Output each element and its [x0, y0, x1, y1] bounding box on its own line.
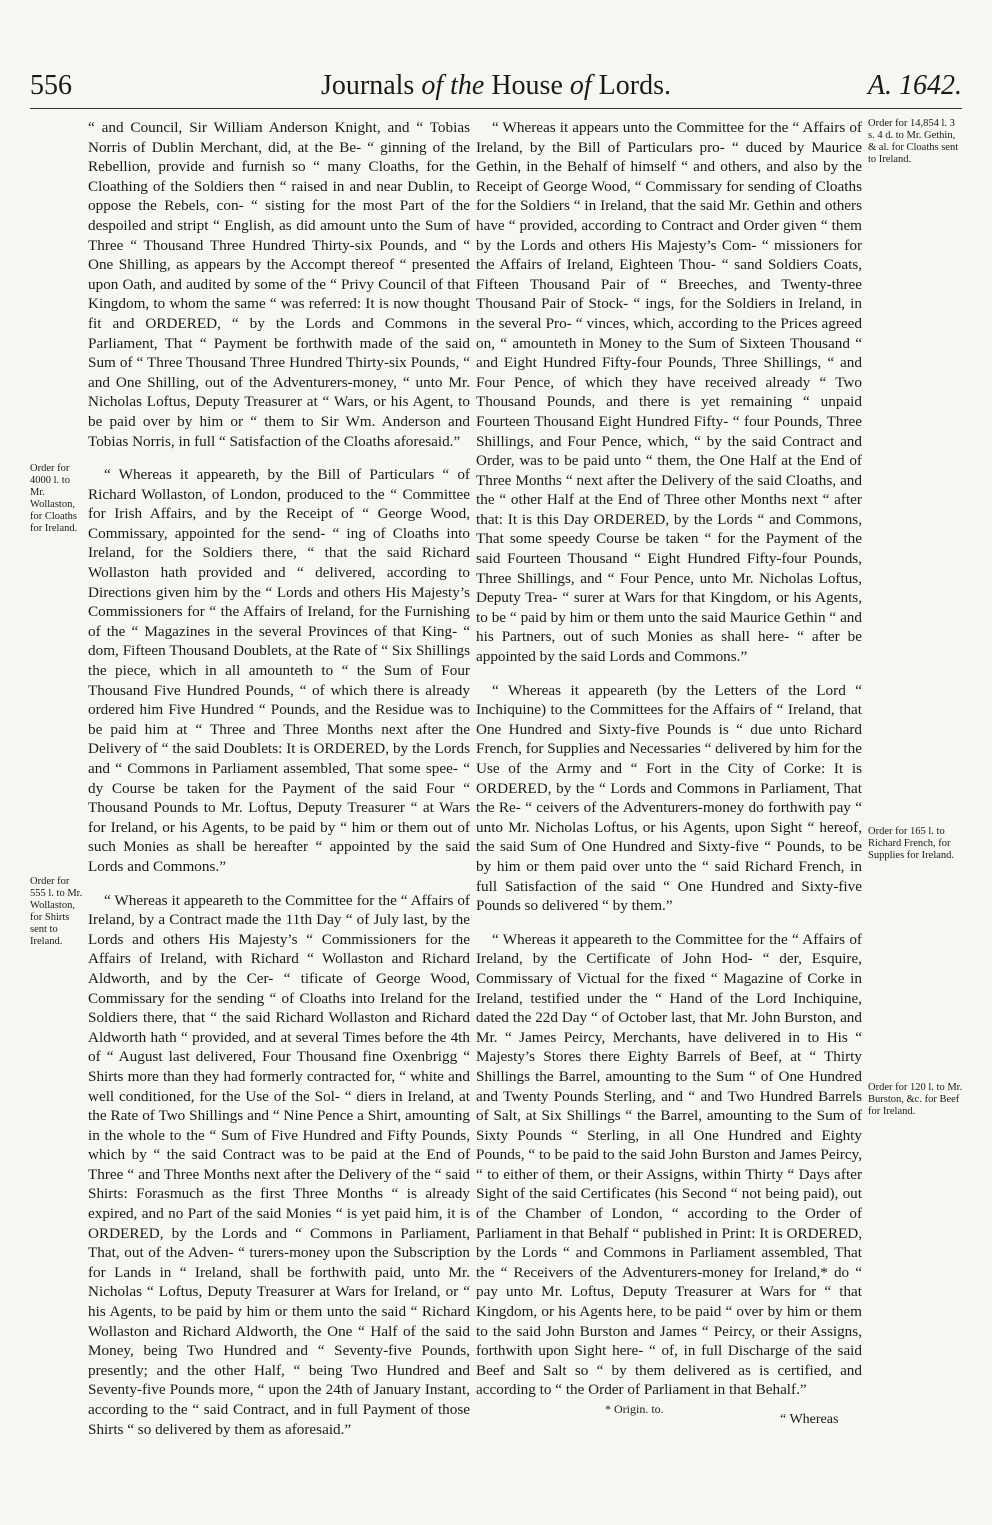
paragraph-wollaston-doublets: “ Whereas it appeareth, by the Bill of Particulars “ of Richard Wollaston, of London, produced to the “ Committee for Irish Affairs, and by the Receipt of “ George Wood, Commissary, appointed for the send- “ ing of Cloaths into Ireland, for the Soldiers there, “ that the said Richard Wollaston hath provided and “ delivered, according to Directions given him by the “ Lords and others His Majesty’s Commissioners for “ the Affairs of Ireland, for the Furnishing of the “ Magazines in the several Provinces of that King- “ dom, Fifteen Thousand Doublets, at the Rate of “ Six Shillings the piece, which in all amounteth to “ the Sum of Four Thousand Five Hundred Pounds, “ of which there is already ordered him Five Hundred “ Pounds, and the Residue was to be paid him at “ Three and Three Months next after the Delivery of “ the said Doublets: It is ORDERED, by the Lords and “ Commons in Parliament assembled, That some spee- “ dy Course be taken for the Payment of the said Four “ Thousand Pounds to Mr. Loftus, Deputy Treasurer “ at Wars for Ireland, or his Agents, to be paid by “ him or them out of such Monies as shall be hereafter “ appointed by the said Lords and Commons.”: [88, 466, 470, 875]
paragraph-anderson-norris: “ and Council, Sir William Anderson Knight, and “ Tobias Norris of Dublin Merchant, did, at the Be- “ ginning of the Rebellion, provide and furnish so “ many Cloaths, for the Cloathing of the Soldiers then “ raised in and near Dublin, to oppose the Rebels, con- “ sisting for the most Part of the despoiled and stript “ English, as did amount unto the Sum of Three “ Thousand Three Hundred Thirty-six Pounds, and “ One Shilling, as appears by the Accompt thereof “ presented upon Oath, and audited by some of the “ Privy Council of that Kingdom, to whom the same “ was referred: It is now thought fit and ORDERED, “ by the Lords and Commons in Parliament, That “ Payment be forthwith made of the said Sum of “ Three Thousand Three Hundred Thirty-six Pounds, “ and One Shilling, out of the Adventurers-money, “ unto Mr. Nicholas Loftus, Deputy Treasurer at “ Wars, or his Agent, to be paid over by him or “ them to Sir Wm. Anderson and Tobias Norris, in full “ Satisfaction of the Cloaths aforesaid.”: [88, 119, 470, 450]
header-rule: [30, 108, 962, 109]
page-header: [30, 70, 962, 110]
margin-note-wollaston-shirts: Order for 555 l. to Mr. Wollaston, for Shirts sent to Ireland.: [30, 876, 83, 947]
catchword: “ Whereas: [780, 1412, 839, 1427]
year: A. 1642.: [867, 70, 962, 101]
margin-note-burston: Order for 120 l. to Mr. Burston, &c. for Beef for Ireland.: [868, 1082, 963, 1117]
page-number: 556: [30, 70, 72, 101]
left-column: [88, 118, 470, 1453]
margin-note-wollaston-cloaths: Order for 4000 l. to Mr. Wollaston, for Cloaths for Ireland.: [30, 463, 78, 534]
paragraph-gethin: “ Whereas it appears unto the Committee for the “ Affairs of Ireland, by the Bill of Particulars pro- “ duced by Maurice Gethin, in the Behalf of himself “ and others, and also by the Receipt of George Wood, “ Commissary for sending of Cloaths for the Soldiers “ in Ireland, that the said Mr. Gethin and others have “ provided, according to Contract and Order given “ them by the Lords and others His Majesty’s Com- “ missioners for the Affairs of Ireland, Eighteen Thou- “ sand Soldiers Coats, Fifteen Thousand Pair of “ Breeches, and Twenty-three Thousand Pair of Stock- “ ings, for the Soldiers in Ireland, in the several Pro- “ vinces, which, according to the Prices agreed on, “ amounteth in Money to the Sum of Sixteen Thousand “ and Eight Hundred Fifty-four Pounds, Three Shillings, “ and Four Pence, of which they have received already “ Two Thousand Pounds, and there is yet remaining “ unpaid Fourteen Thousand Eight Hundred Fifty- “ four Pounds, Three Shillings, and Four Pence, which, “ by the said Contract and Order, was to be paid unto “ them, the One Half at the End of Three Months “ next after the Delivery of the said Cloaths, and the “ other Half at the End of Three other Months next “ after that: It is this Day ORDERED, by the Lords “ and Commons, That some speedy Course be taken “ for the Payment of the said Fourteen Thousand “ Eight Hundred Fifty-four Pounds, Three Shillings, and “ Four Pence, unto Mr. Nicholas Loftus, Deputy Trea- “ surer at Wars for that Kingdom, or his Agents, to be “ paid by him or them unto the said Maurice Gethin “ and his Partners, out of such Monies as shall here- “ after be appointed by the said Lords and Commons.”: [476, 119, 862, 666]
running-title: Journals of the House of Lords.: [321, 70, 671, 101]
paragraph-burston: “ Whereas it appeareth to the Committee for the “ Affairs of Ireland, by the Certificate of John Hod- “ der, Esquire, Commissary of Victual for the fixed “ Magazine of Corke in Ireland, testified under the “ Hand of the Lord Inchiquine, dated the 22d Day “ of October last, that Mr. John Burston, and Mr. “ James Peircy, Merchants, have delivered in to His “ Majesty’s Stores there Eighty Barrels of Beef, at “ Thirty Shillings the Barrel, amounting to the Sum “ of One Hundred and Twenty Pounds Sterling, and “ and Two Hundred Barrels of Salt, at Six Shillings “ the Barrel, amounting to the Sum of Sixty Pounds “ Sterling, in all One Hundred and Eighty Pounds, “ to be paid to the said John Burston and James Peircy, “ to either of them, or their Assigns, within Thirty “ Days after Sight of the said Certificates (his Second “ not being paid), out of the Chamber of London, “ according to the Order of Parliament in that Behalf “ published in Print: It is ORDERED, by the Lords “ and Commons in Parliament assembled, That the “ Receivers of the Adventurers-money for Ireland,* do “ pay unto Mr. Loftus, Deputy Treasurer at Wars for “ that Kingdom, or his Agents here, to be paid “ over by him or them to the said John Burston and James “ Peircy, or their Assigns, forthwith upon Sight here- “ of, in full Discharge of the said Beef and Salt so “ by them delivered as is certified, and according to “ the Order of Parliament in that Behalf.”: [476, 930, 862, 1399]
right-column: [476, 118, 862, 1414]
footnote: * Origin. to.: [605, 1402, 664, 1416]
paragraph-wollaston-shirts: “ Whereas it appeareth to the Committee for the “ Affairs of Ireland, by a Contract made the 11th Day “ of July last, by the Lords and others His Majesty’s “ Commissioners for the Affairs of Ireland, with Richard “ Wollaston and Richard Aldworth, and by the Cer- “ tificate of George Wood, Commissary for the sending “ of Cloaths into Ireland for the Soldiers there, that “ the said Richard Wollaston and Richard Aldworth hath “ provided, and at several Times before the 4th of “ August last delivered, Four Thousand fine Oxenbrigg “ Shirts more than they had formerly contracted for, “ white and well conditioned, for the Use of the Sol- “ diers in Ireland, at the Rate of Two Shillings and “ Nine Pence a Shirt, amounting in the whole to the “ Sum of Five Hundred and Fifty Pounds, which by “ the said Contract was to be paid at the End of Three “ and Three Months next after the Delivery of the “ said Shirts: Forasmuch as the first Three Months “ is already expired, and no Part of the said Monies “ is yet paid him, it is ORDERED, by the Lords and “ Commons in Parliament, That, out of the Adven- “ turers-money upon the Subscription for Lands in “ Ireland, shall be forthwith paid, unto Mr. Nicholas “ Loftus, Deputy Treasurer at Wars for Ireland, or “ his Agents, to be paid by him or them unto the said “ Richard Wollaston and Richard Aldworth, the One “ Half of the said Money, being Two Hundred and “ Seventy-five Pounds, presently; and the other Half, “ being Two Hundred and Seventy-five Pounds more, “ upon the 24th of January Instant, according to the “ said Contract, and in full Payment of those Shirts “ so delivered by them as aforesaid.”: [88, 891, 470, 1438]
margin-note-gethin: Order for 14,854 l. 3 s. 4 d. to Mr. Gethin, & al. for Cloaths sent to Ireland.: [868, 118, 959, 165]
margin-note-french: Order for 165 l. to Richard French, for Supplies for Ireland.: [868, 826, 955, 861]
paragraph-french: “ Whereas it appeareth (by the Letters of the Lord “ Inchiquine) to the Committees for the Affairs of “ Ireland, that One Hundred and Sixty-five Pounds is “ due unto Richard French, for Supplies and Necessaries “ delivered by him for the Use of the Army and “ Fort in the City of Corke: It is ORDERED, by the “ Lords and Commons in Parliament, That the Re- “ ceivers of the Adventurers-money do forthwith pay “ unto Mr. Nicholas Loftus, or his Agents, upon Sight “ hereof, the said Sum of One Hundred and Sixty-five “ Pounds, to be by him or them paid over unto the “ said Richard French, in full Satisfaction of the said “ One Hundred and Sixty-five Pounds so delivered “ by them.”: [476, 681, 862, 915]
